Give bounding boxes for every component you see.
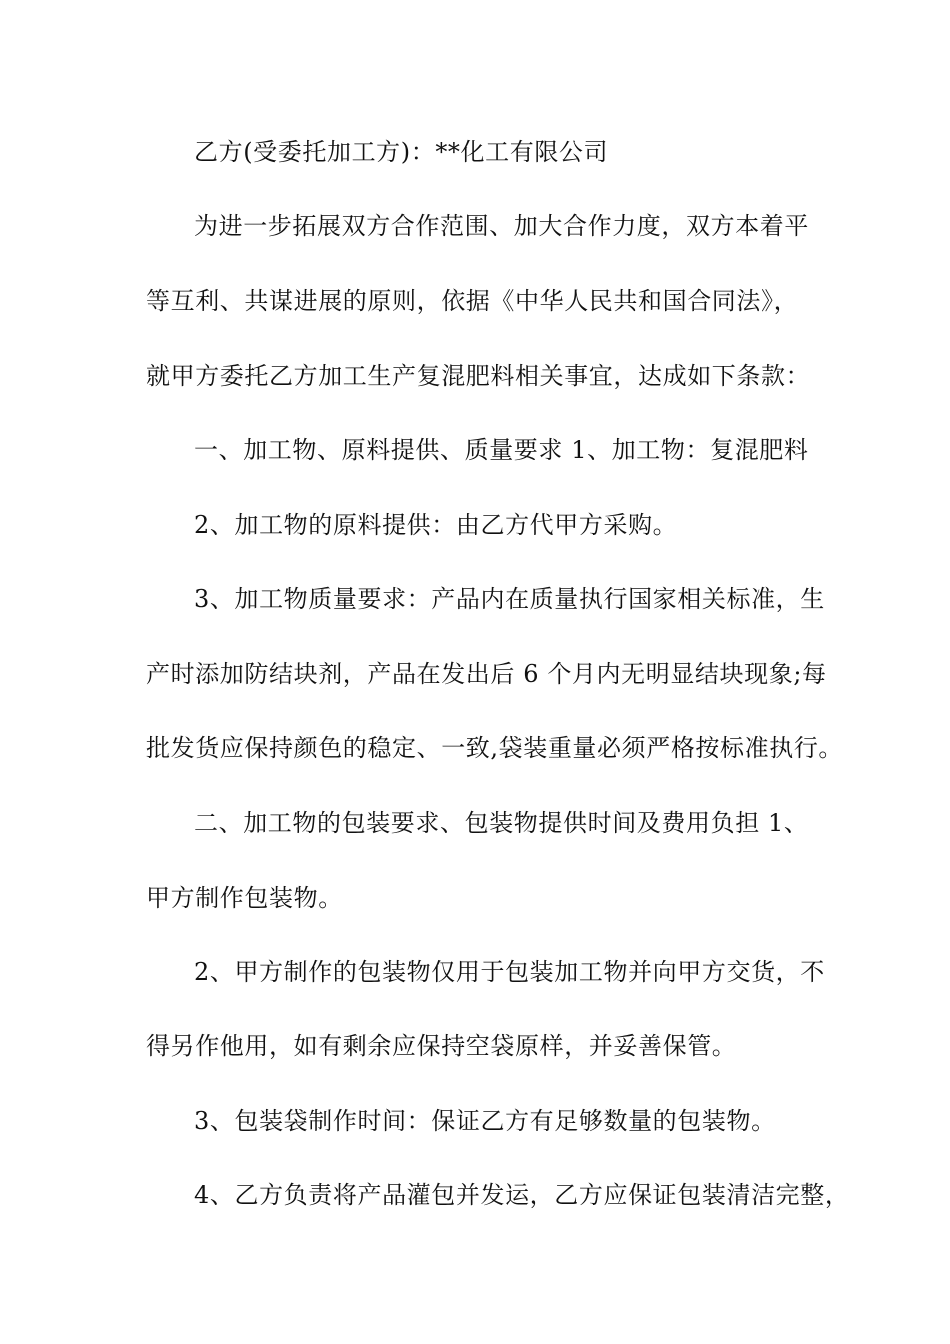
clause-line: 4、乙方负责将产品灌包并发运，乙方应保证包装清洁完整， [194, 1181, 850, 1209]
party-b-line: 乙方(受委托加工方)：**化工有限公司 [194, 138, 609, 166]
paragraph-line: 等互利、共谋进展的原则，依据《中华人民共和国合同法》， [146, 287, 799, 315]
clause-line: 3、加工物质量要求：产品内在质量执行国家相关标准，生 [194, 585, 825, 613]
paragraph-line: 就甲方委托乙方加工生产复混肥料相关事宜，达成如下条款： [146, 362, 811, 390]
clause-line: 2、加工物的原料提供：由乙方代甲方采购。 [194, 511, 678, 539]
clause-line: 2、甲方制作的包装物仅用于包装加工物并向甲方交货，不 [194, 958, 825, 986]
clause-line: 甲方制作包装物。 [146, 884, 343, 912]
paragraph-line: 为进一步拓展双方合作范围、加大合作力度，双方本着平 [194, 212, 809, 240]
section-heading-line: 二、加工物的包装要求、包装物提供时间及费用负担 1、 [194, 809, 809, 837]
clause-line: 得另作他用，如有剩余应保持空袋原样，并妥善保管。 [146, 1032, 737, 1060]
clause-line: 3、包装袋制作时间：保证乙方有足够数量的包装物。 [194, 1107, 776, 1135]
section-heading-line: 一、加工物、原料提供、质量要求 1、加工物：复混肥料 [194, 436, 809, 464]
clause-line: 产时添加防结块剂，产品在发出后 6 个月内无明显结块现象;每 [146, 660, 827, 688]
clause-line: 批发货应保持颜色的稳定、一致,袋装重量必须严格按标准执行。 [146, 734, 844, 762]
